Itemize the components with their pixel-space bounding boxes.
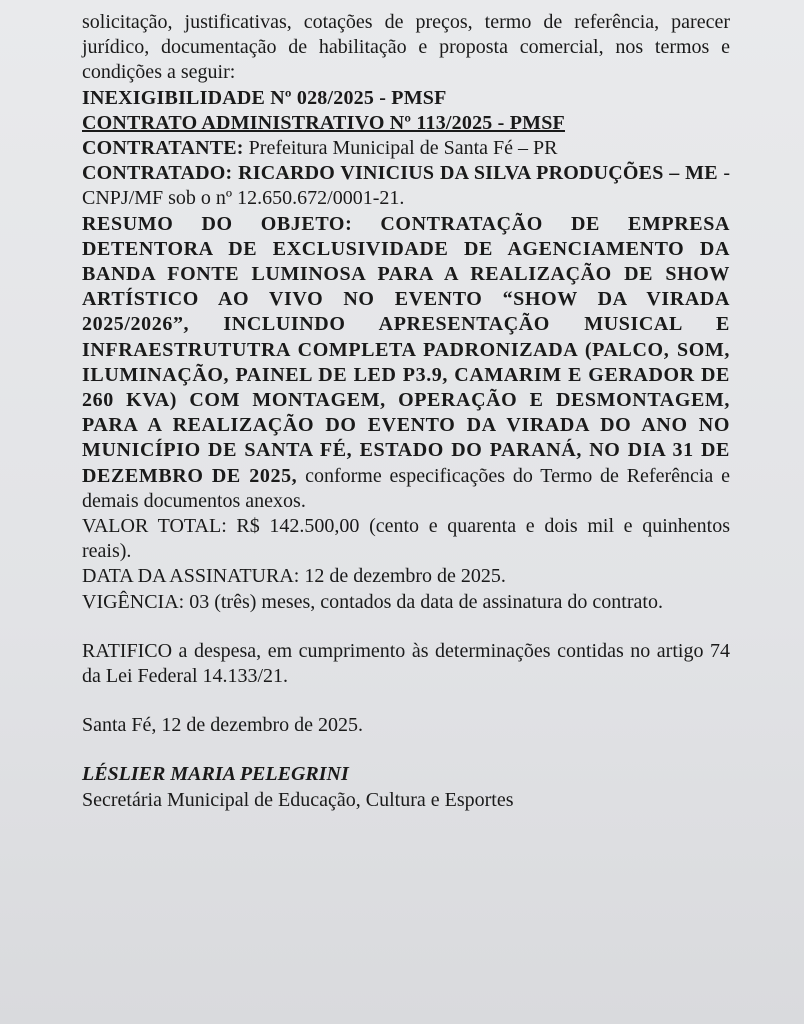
spacer <box>82 738 730 762</box>
spacer <box>82 689 730 713</box>
vigencia: VIGÊNCIA: 03 (três) meses, contados da data de assinatura do contrato. <box>82 590 663 613</box>
objeto-paragraph <box>82 212 730 514</box>
document-page <box>82 10 730 813</box>
intro-paragraph: solicitação, justificativas, cotações de preços, termo de referência, parecer jurídico, documentação de habilitação e proposta comercial, nos termos e condições a seguir: <box>82 11 730 84</box>
local-data: Santa Fé, 12 de dezembro de 2025. <box>82 714 364 737</box>
signatory-role: Secretária Municipal de Educação, Cultura e Esportes <box>82 788 514 811</box>
ratifico-paragraph: RATIFICO a despesa, em cumprimento às determinações contidas no artigo 74 da Lei Federal 14.133/21. <box>82 639 730 688</box>
data-assinatura: DATA DA ASSINATURA: 12 de dezembro de 2025. <box>82 565 506 588</box>
contratado-value: - CNPJ/MF sob o nº 12.650.672/0001-21. <box>82 162 730 210</box>
contrato-heading: CONTRATO ADMINISTRATIVO Nº 113/2025 - PMSF <box>82 111 565 134</box>
contratado-line <box>82 161 730 211</box>
spacer <box>82 615 730 639</box>
valor-total: VALOR TOTAL: R$ 142.500,00 (cento e quarenta e dois mil e quinhentos reais). <box>82 515 730 563</box>
contratante-value: Prefeitura Municipal de Santa Fé – PR <box>243 137 558 160</box>
contratante-label: CONTRATANTE: <box>82 137 244 160</box>
objeto-regular-text: conforme especificações do Termo de Referência e demais documentos anexos. <box>82 464 730 512</box>
signatory-name: LÉSLIER MARIA PELEGRINI <box>82 763 349 786</box>
contratado-label: CONTRATADO: RICARDO VINICIUS DA SILVA PRODUÇÕES – ME <box>82 162 718 185</box>
inexigibilidade-heading: INEXIGIBILIDADE Nº 028/2025 - PMSF <box>82 86 447 109</box>
contratante-line <box>82 136 730 161</box>
objeto-bold-text: RESUMO DO OBJETO: CONTRATAÇÃO DE EMPRESA DETENTORA DE EXCLUSIVIDADE DE AGENCIAMENTO DA BANDA FONTE LUMINOSA PARA A REALIZAÇÃO DE SHOW ARTÍSTICO AO VIVO NO EVENTO “SHOW DA VIRADA 2025/2026”, INCLUINDO APRESENTAÇÃO MUSICAL E INFRAESTRUTUTRA COMPLETA PADRONIZADA (PALCO, SOM, ILUMINAÇÃO, PAINEL DE LED P3.9, CAMARIM E GERADOR DE 260 KVA) COM MONTAGEM, OPERAÇÃO E DESMONTAGEM, PARA A REALIZAÇÃO DO EVENTO DA VIRADA DO ANO NO MUNICÍPIO DE SANTA FÉ, ESTADO DO PARANÁ, NO DIA 31 DE DEZEMBRO DE 2025, <box>82 212 730 487</box>
